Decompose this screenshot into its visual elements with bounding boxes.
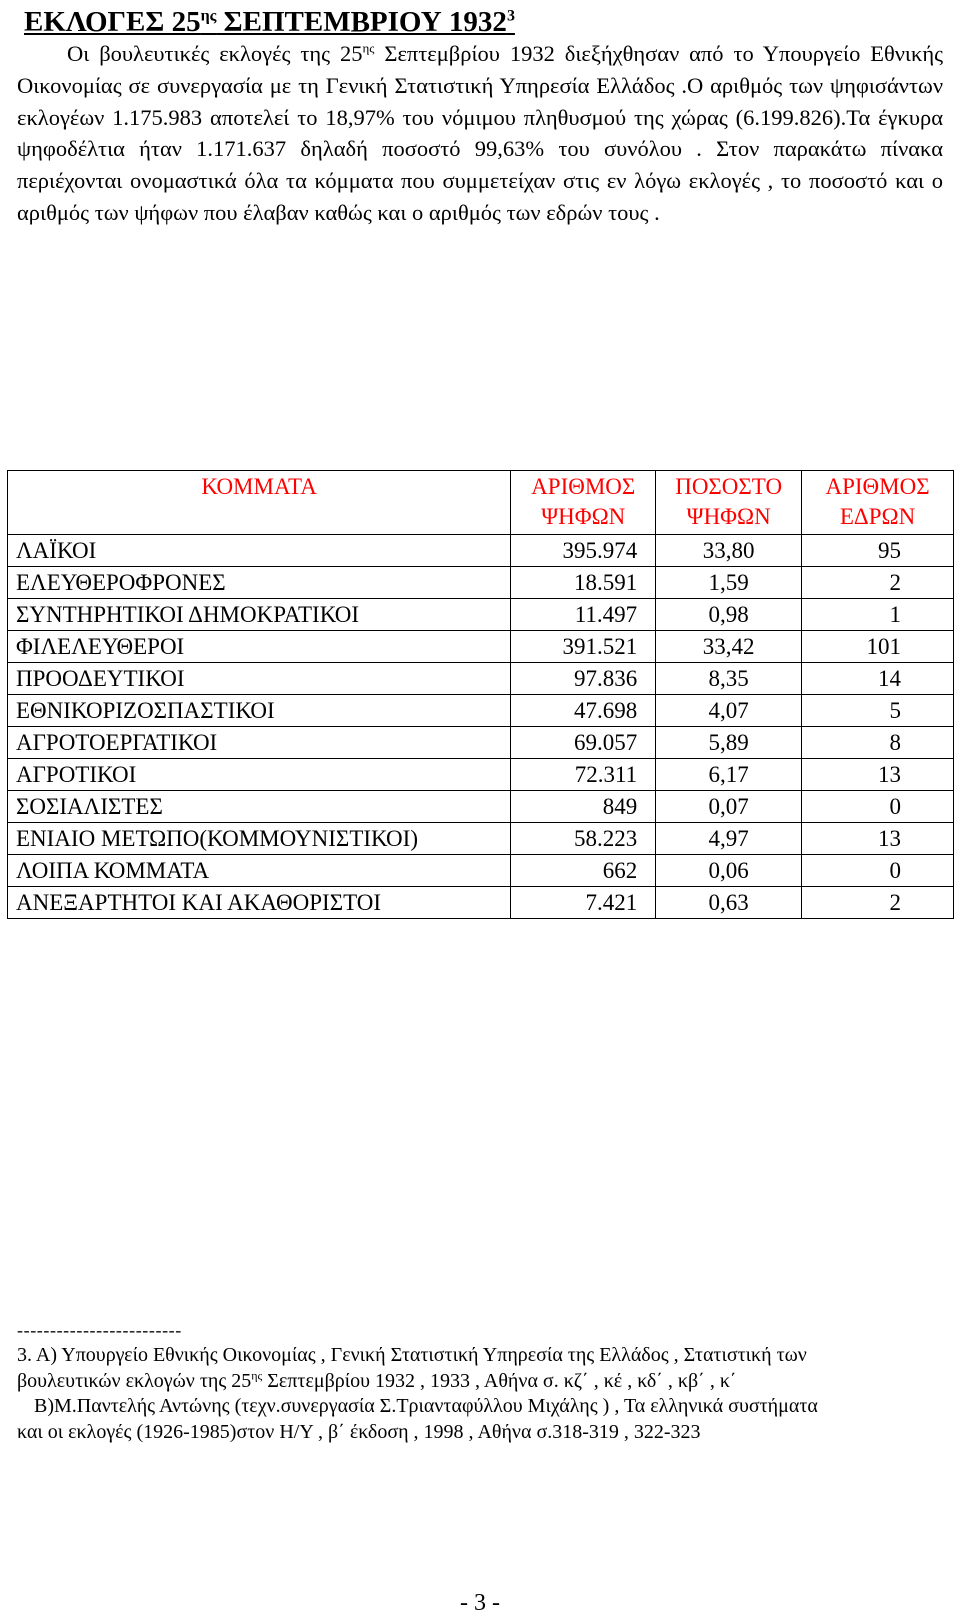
footnote-line-4: και οι εκλογές (1926-1985)στον Η/Υ , β΄ έκδοση , 1998 , Αθήνα σ.318-319 , 322-323	[17, 1420, 701, 1443]
vote-count: 7.421	[511, 887, 656, 919]
title-ordinal-suffix: ης	[200, 7, 217, 25]
header-party: ΚΟΜΜΑΤΑ	[8, 471, 511, 535]
footnote-line-2: βουλευτικών εκλογών της $25^{\eta\varsigma}$ Σεπτεμβρίου 1932 , 1933 , Αθήνα σ. κζ΄ , κέ , κδ΄ , κβ΄ , κ΄	[17, 1367, 737, 1392]
footnote-line-1: 3. Α) Υπουργείο Εθνικής Οικονομίας , Γενική Στατιστική Υπηρεσία της Ελλάδος , Στατιστική των	[17, 1344, 807, 1366]
vote-percent: 0,07	[656, 791, 802, 823]
page-number: - 3 -	[460, 1590, 500, 1616]
vote-count: 391.521	[511, 631, 656, 663]
seat-count: 13	[802, 823, 954, 855]
vote-count: 395.974	[511, 535, 656, 567]
header-percent: ΠΟΣΟΣΤΟ ΨΗΦΩΝ	[656, 471, 802, 535]
table-row	[8, 663, 954, 695]
party-name: ΕΝΙΑΙΟ ΜΕΤΩΠΟ(ΚΟΜΜΟΥΝΙΣΤΙΚΟΙ)	[8, 823, 511, 855]
table-row	[8, 727, 954, 759]
vote-count: 58.223	[511, 823, 656, 855]
vote-count: 72.311	[511, 759, 656, 791]
title-text-after: ΣΕΠΤΕΜΒΡΙΟΥ 1932	[216, 6, 507, 38]
vote-percent: 0,06	[656, 855, 802, 887]
footnote-ordinal-suffix: ης	[251, 1367, 263, 1382]
vote-count: 97.836	[511, 663, 656, 695]
table-header-row	[8, 471, 954, 535]
party-name: ΕΛΕΥΘΕΡΟΦΡΟΝΕΣ	[8, 567, 511, 599]
party-name: ΦΙΛΕΛΕΥΘΕΡΟΙ	[8, 631, 511, 663]
table-row	[8, 887, 954, 919]
table-row	[8, 791, 954, 823]
footnote-block	[17, 1343, 947, 1445]
vote-percent: 4,07	[656, 695, 802, 727]
seat-count: 13	[802, 759, 954, 791]
table-row	[8, 695, 954, 727]
party-name: ΛΟΙΠΑ ΚΟΜΜΑΤΑ	[8, 855, 511, 887]
party-name: ΣΥΝΤΗΡΗΤΙΚΟΙ ΔΗΜΟΚΡΑΤΙΚΟΙ	[8, 599, 511, 631]
title-text-before: ΕΚΛΟΓΕΣ 25	[24, 6, 201, 38]
seat-count: 1	[802, 599, 954, 631]
vote-percent: 0,98	[656, 599, 802, 631]
table-row	[8, 823, 954, 855]
vote-percent: 33,42	[656, 631, 802, 663]
vote-count: 18.591	[511, 567, 656, 599]
seat-count: 5	[802, 695, 954, 727]
party-name: ΛΑΪΚΟΙ	[8, 535, 511, 567]
table-row	[8, 631, 954, 663]
vote-count: 69.057	[511, 727, 656, 759]
footnote-line-3: Β)Μ.Παντελής Αντώνης (τεχν.συνεργασία Σ.Τριανταφύλλου Μιχάλης ) , Τα ελληνικά συστήματα	[34, 1395, 818, 1417]
seat-count: 0	[802, 791, 954, 823]
party-name: ΑΓΡΟΤΟΕΡΓΑΤΙΚΟΙ	[8, 727, 511, 759]
party-name: ΠΡΟΟΔΕΥΤΙΚΟΙ	[8, 663, 511, 695]
table-row	[8, 599, 954, 631]
vote-percent: 0,63	[656, 887, 802, 919]
seat-count: 14	[802, 663, 954, 695]
intro-part1: Οι βουλευτικές εκλογές της 25	[67, 41, 363, 66]
vote-count: 11.497	[511, 599, 656, 631]
vote-percent: 5,89	[656, 727, 802, 759]
seat-count: 95	[802, 535, 954, 567]
table-row	[8, 759, 954, 791]
vote-percent: 4,97	[656, 823, 802, 855]
document-title	[24, 4, 515, 40]
vote-count: 47.698	[511, 695, 656, 727]
header-votes: ΑΡΙΘΜΟΣ ΨΗΦΩΝ	[511, 471, 656, 535]
vote-count: 849	[511, 791, 656, 823]
seat-count: 2	[802, 887, 954, 919]
intro-ordinal-suffix: ης	[362, 40, 375, 56]
vote-percent: 8,35	[656, 663, 802, 695]
seat-count: 8	[802, 727, 954, 759]
seat-count: 2	[802, 567, 954, 599]
table-row	[8, 535, 954, 567]
intro-paragraph	[17, 38, 943, 229]
intro-part2: Σεπτεμβρίου 1932 διεξήχθησαν από το Υπουργείο Εθνικής Οικονομίας σε συνεργασία με τη Γενική Στατιστική Υπηρεσία Ελλάδος .Ο αριθμός των ψηφισάντων εκλογέων 1.175.983 αποτελεί το 18,97% του νόμιμου πληθυσμού της χώρας (6.199.826).Τα έγκυρα ψηφοδέλτια ήταν 1.171.637 δηλαδή ποσοστό 99,63% του συνόλου . Στον παρακάτω πίνακα περιέχονται ονομαστικά όλα τα κόμματα που συμμετείχαν στις εν λόγω εκλογές , το ποσοστό και ο αριθμός των ψήφων που έλαβαν καθώς και ο αριθμός των εδρών τους .	[17, 41, 943, 225]
seat-count: 0	[802, 855, 954, 887]
election-results-table	[7, 470, 954, 919]
vote-percent: 1,59	[656, 567, 802, 599]
seat-count: 101	[802, 631, 954, 663]
vote-percent: 6,17	[656, 759, 802, 791]
party-name: ΕΘΝΙΚΟΡΙΖΟΣΠΑΣΤΙΚΟΙ	[8, 695, 511, 727]
party-name: ΣΟΣΙΑΛΙΣΤΕΣ	[8, 791, 511, 823]
vote-percent: 33,80	[656, 535, 802, 567]
header-seats: ΑΡΙΘΜΟΣ ΕΔΡΩΝ	[802, 471, 954, 535]
table-row	[8, 567, 954, 599]
vote-count: 662	[511, 855, 656, 887]
party-name: ΑΓΡΟΤΙΚΟΙ	[8, 759, 511, 791]
title-footnote-ref: 3	[506, 7, 515, 25]
table-row	[8, 855, 954, 887]
footnote-separator: -------------------------	[17, 1320, 182, 1340]
party-name: ΑΝΕΞΑΡΤΗΤΟΙ ΚΑΙ ΑΚΑΘΟΡΙΣΤΟΙ	[8, 887, 511, 919]
